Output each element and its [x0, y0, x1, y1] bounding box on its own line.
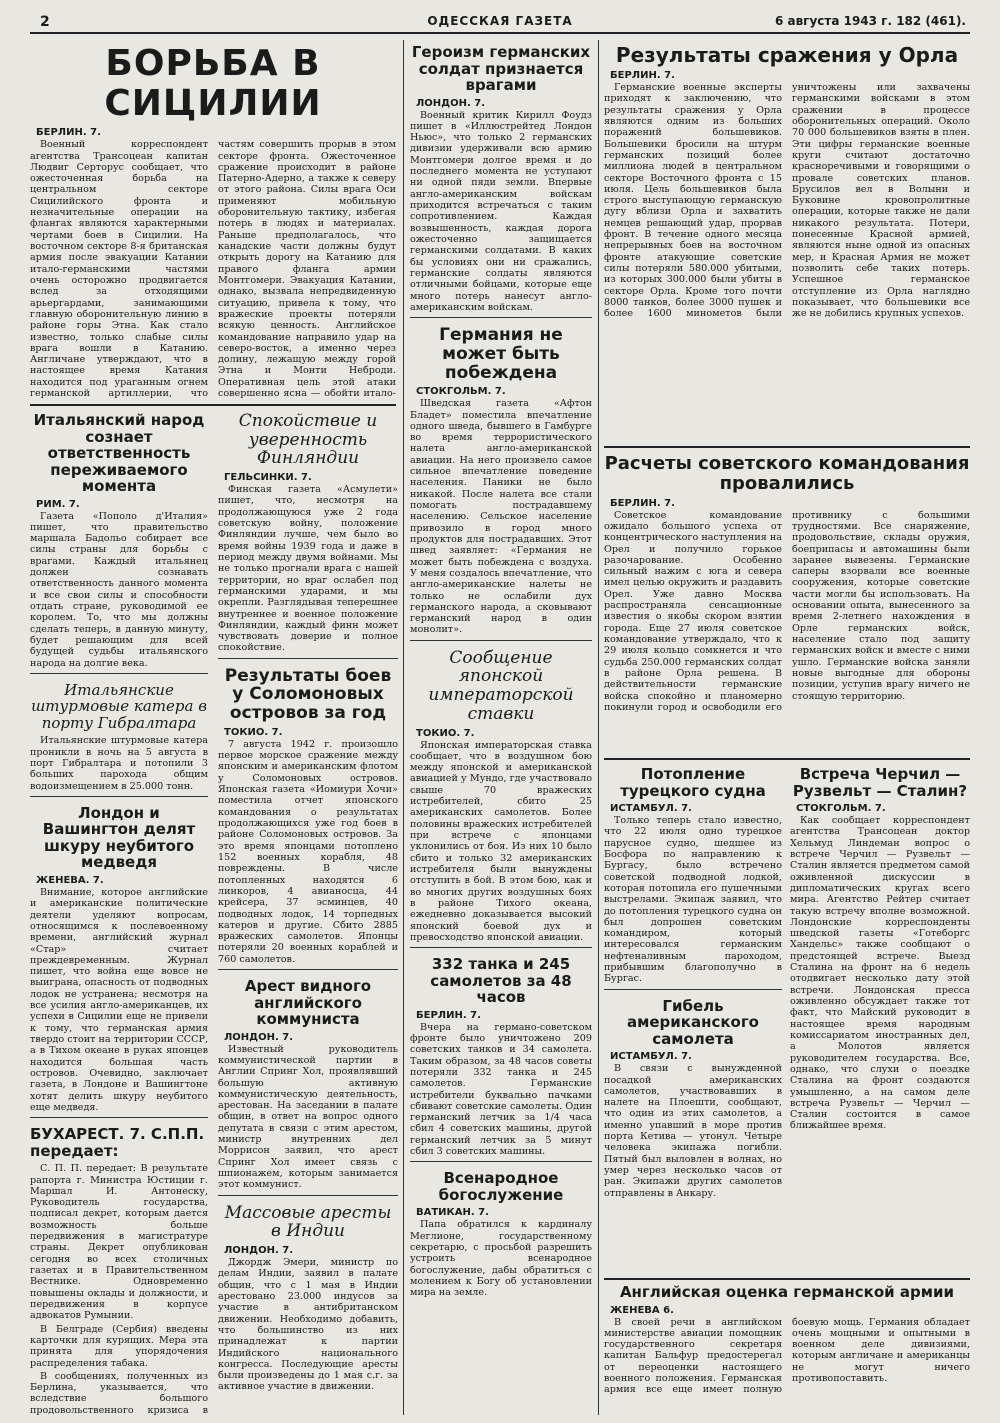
body-english-assessment: В своей речи в английском министерстве авиации помощник государственного секретаря капитан Бальфур предостерегал от переоценки настоящего военного положения. Германская армия все еще имеет полную боевую мощь. Германия обладает очень мощными и опытными в военном деле дивизиями, которым англичане и американцы не могут ничего противопоставить.	[604, 1316, 970, 1396]
section-rule	[604, 1278, 970, 1280]
headline-tanks: 332 танка и 245 самолетов за 48 часов	[430, 955, 572, 1007]
column-5	[790, 764, 970, 1274]
article-heroism	[410, 42, 592, 318]
column-4	[604, 764, 782, 1274]
article-italian-people	[30, 410, 208, 674]
body-italian-boats: Итальянские штурмовые катера проникли в ночь на 5 августа в порт Гибралтара и потопили 3 больших парохода общим водоизмещением в 25.000 тонн.	[30, 735, 208, 792]
article-soviet-plans	[604, 452, 970, 752]
article-communist	[218, 976, 398, 1196]
body-solomon: 7 августа 1942 г. произошло первое морское сражение между японским и американским флотом у Соломоновых островов. Японская газета «Иомиури Хочи» поместила отчет японского командования о результатах продолжающихся уже год боев в районе Соломоновых островов. За это время японцами потоплено 152 военных корабля, 48 повреждены. В числе потопленных находятся 6 линкоров, 4 авианосца, 44 крейсера, 37 эсминцев, 40 подводных лодок, 14 торпедных катеров и другие. Сбито 2885 вражеских самолетов. Японцы потеряли 20 военных кораблей и 760 самолетов.	[218, 738, 398, 965]
article-tanks	[410, 954, 592, 1162]
article-india	[218, 1202, 398, 1397]
headline-heroism: Героизм германских солдат признается врагами	[411, 43, 591, 94]
dateline-japanese-hq: ТОКИО. 7.	[416, 727, 475, 739]
dateline-english-assessment: ЖЕНЕВА 6.	[610, 1304, 674, 1316]
headline-italian-people: Итальянский народ сознает ответственность переживаемого момента	[33, 411, 205, 495]
body-prayer: Папа обратился к кардиналу Меглионе, государственному секретарю, с просьбой разрешить устроить всенародное богослужение, дабы обратиться с молением к Богу об установлении мира на земле.	[410, 1219, 592, 1299]
body-india: Джордж Эмери, министр по делам Индии, заявил в палате общин, что с 1 мая в Индии арестовано 23.000 индусов за участие в антибританском движении. Необходимо добавить, что большинство из них принадлежат к партии Индийского национального конгресса. Последующие аресты были произведены до 1 мая с.г. за активное участие в движении.	[218, 1257, 398, 1393]
body-churchill: Как сообщает корреспондент агентства Трансоцеан доктор Хельмуд Линдеман вопрос о встрече Черчил — Рузвельт — Сталин является предметом самой оживленной дискуссии в дипломатических кругах всего мира. Агентство Рейтер считает такую встречу вполне возможной. Лондонские корреспонденты шведской газеты «Готеборгс Хандельс» также сообщают о предстоящей встрече. Выезд Сталина на фронт на 6 недель отодвигает несколько дату этой встречи. Лондонская пресса оживленно обсуждает также тот факт, что Майский руководит в настоящее время народным комиссариатом иностранных дел, а Молотов является руководителем государства. Все, однако, что слухи о поездке Сталина на фронт создаются умышленно, а на самом деле встреча Рузвельт — Черчил — Сталин состоится в самое ближайшее время.	[790, 815, 970, 1132]
body-heroism: Военный критик Кирилл Фоудз пишет в «Иллюстрейтед Лондон Ньюс», что только 2 германских дивизии удерживали всю армию Монтгомери долгое время и до последнего момента не уступают ни одной пяди земли. Впервые англо-американским войскам приходится встречаться с таким сопротивлением. Каждая возвышенность, каждая дорога ожесточенно защищается германскими солдатами. В каких бы условиях они ни сражались, германские солдаты являются отличными бойцами, которые еще много потерь нанесут англо-американским войскам.	[410, 109, 592, 313]
column-rule	[403, 40, 404, 1415]
masthead	[30, 10, 970, 34]
article-japanese-hq	[410, 647, 592, 948]
body-plane: В связи с вынужденной посадкой американских самолетов, участвовавших в налете на Плоешти, сообщают, что один из этих самолетов, а именно упавший в море против порта Кетива — утонул. Четыре человека экипажа погибли. Пятый был выловлен в волнах, но умер через несколько часов от ран. Экипажи других самолетов отправлены в Анкару.	[604, 1063, 782, 1199]
body-tanks: Вчера на германо-советском фронте было уничтожено 209 советских танков и 34 самолета. Таким образом, за 48 часов советы потеряли 332 танка и 245 самолетов. Германские истребители буквально пачками сбивают советские самолеты. Один германский летчик за 1/4 часа сбил 4 советских машины, другой германский летчик за 5 минут сбил 3 советских машины.	[410, 1021, 592, 1158]
dateline-plane: ИСТАМБУЛ. 7.	[610, 1051, 692, 1063]
article-germany-invincible	[410, 324, 592, 641]
article-italian-boats	[30, 680, 208, 797]
body-italian-people: Газета «Пополо д'Италия» пишет, что правительство маршала Бадольо собирает все силы страны для борьбы с врагами. Каждый итальянец должен сознавать ответственность данного момента и все свои силы и способности отдать стране, руководимой ее королем. То, что мы должны сделать теперь, в данную минуту, будет решающим для всей будущей судьбы итальянского народа на долгие века.	[30, 510, 208, 669]
dateline-italian-people: РИМ. 7.	[36, 498, 80, 510]
dateline-germany-invincible: СТОКГОЛЬМ. 7.	[416, 386, 506, 398]
dateline-finland: ГЕЛЬСИНКИ. 7.	[224, 472, 312, 484]
headline-finland: Спокойствие и уверенность Финляндии	[238, 411, 378, 469]
article-solomon	[218, 665, 398, 970]
dateline-heroism: ЛОНДОН. 7.	[416, 97, 485, 109]
headline-english-assessment: Английская оценка германской армии	[619, 1283, 955, 1301]
headline-solomon: Результаты боев у Соломоновых островов за год	[224, 665, 392, 724]
article-london-washington	[30, 803, 208, 1118]
headline-orel: Результаты сражения у Орла	[615, 43, 959, 67]
article-english-assessment	[604, 1282, 970, 1415]
dateline-orel: БЕРЛИН. 7.	[610, 70, 675, 81]
body-bucharest-1: С. П. П. передает: В результате рапорта г. Министра Юстиции г. Маршал И. Антонеску, Руководитель государства, подписал декрет, которым дается возможность больше передвижения в магистратуре страны. Декрет опубликован сегодня во всех столичных газетах и в Правительственном Вестнике. Одновременно повышены оклады и должности, и передвижения в корпусе адвокатов Румынии.	[30, 1163, 208, 1322]
page-number: 2	[40, 14, 50, 30]
article-bucharest	[30, 1124, 208, 1415]
article-prayer	[410, 1168, 592, 1302]
dateline-turkish-ship: ИСТАМБУЛ. 7.	[610, 803, 692, 814]
issue-date: 6 августа 1943 г. 182 (461).	[774, 14, 966, 28]
headline-plane: Гибель американского самолета	[627, 996, 759, 1048]
headline-italian-boats: Итальянские штурмовые катера в порту Гибралтара	[31, 680, 207, 732]
body-communist: Известный руководитель коммунистической партии в Англии Спринг Хол, проявлявший большую активную коммунистическую деятельность, арестован. На заседании в палате общин, в ответ на вопрос одного депутата в связи с этим арестом, министр внутренних дел Моррисон заявил, что арест Спринг Хол имеет связь с шпионажем, которым занимается этот коммунист.	[218, 1043, 398, 1191]
body-bucharest-3: В сообщениях, полученных из Берлина, указывается, что вследствие большого продовольственного кризиса в	[30, 1370, 208, 1415]
headline-japanese-hq: Сообщение японской императорской ставки	[428, 647, 574, 724]
body-london-washington: Внимание, которое английские и американские политические деятели уделяют вопросам, относящимся к послевоенному времени, английский журнал «Стар» считает преждевременным. Журнал пишет, что война еще вовсе не выиграна, опасность от подводных лодок не устранена; несмотря на все усилия англо-американцев, их успехи в Сицилии еще не привели к тому, что германская армия твердо стоит на территории СССР, а в Тихом океане в руках японцев находится большая часть островов. Очевидно, заключает газета, в Лондоне и Вашингтоне хотят делить шкуру неубитого еще медведя.	[30, 886, 208, 1113]
article-plane	[604, 996, 782, 1203]
article-finland	[218, 410, 398, 659]
column-rule	[598, 40, 599, 1415]
column-2	[218, 410, 398, 1415]
dateline-prayer: ВАТИКАН. 7.	[416, 1207, 489, 1219]
dateline-communist: ЛОНДОН. 7.	[224, 1031, 293, 1043]
newspaper-title: ОДЕССКАЯ ГАЗЕТА	[427, 14, 573, 28]
headline-germany-invincible: Германия не может быть побеждена	[439, 325, 563, 383]
body-bucharest-2: В Белграде (Сербия) введены карточки для курящих. Мера эта принята для упорядочения распределения табака.	[30, 1323, 208, 1369]
dateline-sicily: БЕРЛИН. 7.	[36, 127, 101, 139]
dateline-solomon: ТОКИО. 7.	[224, 726, 283, 738]
dateline-india: ЛОНДОН. 7.	[224, 1245, 293, 1256]
article-turkish-ship	[604, 764, 782, 990]
column-3	[410, 42, 592, 1415]
dateline-churchill: СТОКГОЛЬМ. 7.	[796, 803, 886, 814]
article-orel	[604, 42, 970, 442]
body-finland: Финская газета «Асмулети» пишет, что, несмотря на продолжающуюся уже 2 года советскую войну, положение Финляндии лучше, чем было во время войны 1939 года и даже в период между двумя войнами. Мы не только прогнали врага с нашей территории, но враг ослабел под германскими ударами, и мы окрепли. Разглядывая теперешнее внутреннее и военное положение Финляндии, каждый финн может чувствовать доверие и полное спокойствие.	[218, 484, 398, 654]
article-churchill	[790, 764, 970, 1136]
dateline-tanks: БЕРЛИН. 7.	[416, 1009, 481, 1021]
body-soviet-plans: Советское командование ожидало большого успеха от концентрического наступления на Орел и получило горькое разочарование. Особенно сильный нажим с юга и севера имел целью окружить и раздавить Орел. Уже давно Москва распространяла сенсационные известия о якобы скором взятии города. Еще 27 июля советское командование утверждало, что к 29 июля кольцо сомкнется и что судьба 250.000 германских солдат в районе Орла решена. В действительности германские войска спокойно и планомерно покинули город и освободили его противнику с большими трудностями. Все снаряжение, продовольствие, склады оружия, боеприпасы и автомашины были заранее вывезены. Германские саперы взорвали все военные сооружения, которые советские части могли бы использовать. На основании опыта, вынесенного за время 2-летнего нахождения в Орле германских войск, население стало под защиту германских войск и вместе с ними ушло. Германские войска заняли новые выгодные для обороны позиции, уступив врагу ничего не стоящую территорию.	[604, 509, 970, 713]
column-1	[30, 410, 208, 1415]
headline-india: Массовые аресты в Индии	[224, 1202, 392, 1242]
section-rule	[604, 446, 970, 448]
headline-churchill: Встреча Черчил — Рузвельт — Сталин?	[792, 765, 968, 800]
body-orel: Германские военные эксперты приходят к заключению, что результаты сражения у Орла являются одним из больших поражений большевиков. Большевики бросили на штурм германских позиций более миллиона людей в центральном секторе Восточного фронта с 15 июля. Цель большевиков была строго выступающую германскую дугу вблизи Орла и захватить немцев решающий удар, прорвав фронт. В течение одного месяца непрерывных боев на восточном фронте атакующие советские силы потеряли 580.000 убитыми, из которых 300.000 были убиты в секторе Орла. Кроме того почти 8000 танков, более 3000 пушек и более 1600 минометов были уничтожены или захвачены германскими войсками в этом сражении в процессе оборонительных операций. Около 70 000 большевиков взяты в плен. Эти цифры германские военные круги считают достаточно красноречивыми и говорящими о провале советских планов. Брусилов вел в Волыни и Буковине кровопролитные операции, которые также не дали никакого результата. Потери, понесенные Красной армией, являются ныне одной из опасных мер, и Красная Армия не может позволить себе таких потерь. Успешное германское отступление из Орла наглядно показывает, что большевики все же не добились крупных успехов.	[604, 82, 970, 320]
headline-prayer: Всенародное богослужение	[438, 1169, 564, 1204]
body-germany-invincible: Шведская газета «Афтон Бладет» поместила впечатление одного шведа, бывшего в Гамбурге во время террористического налета англо-американской авиации. На него произвело самое сильное впечатление поведение населения. Паники не было никакой. После налета все стали помогать пострадавшему населению. Сельское население привозило в город много продуктов для пострадавших. Этот швед заявляет: «Германия не может быть побеждена с воздуха. У меня создалось впечатление, что англо-американские налеты не только не ослабили дух германского народа, а сковывают германский народ в один монолит».	[410, 398, 592, 636]
dateline-london-washington: ЖЕНЕВА. 7.	[36, 874, 104, 886]
body-sicily: Военный корреспондент агентства Трансоцеан капитан Людвиг Серторус сообщает, что ожесточенная борьба на центральном секторе Сицилийского фронта и незначительные операции на флангах являются характерными чертами боев в Сицилии. На восточном секторе 8-я британская армия после эвакуации Катании итало-германскими частями очень осторожно продвигается вслед за отходящими арьергардами, занимающими главную оборонительную линию в районе горы Этна. Как стало известно, только слабые силы врага вошли в Катанию. Англичане утверждают, что в настоящее время Катания находится под ураганным огнем германской артиллерии, что частям совершить прорыв в этом секторе фронта. Ожесточенное сражение происходит в районе Патерно-Адерно, а также к северу от этого района. Силы врага Оси применяют мобильную оборонительную тактику, избегая потерь в людях и материалах. Раньше предполагалось, что канадские части должны будут открыть дорогу на Катанию для правого фланга армии Монтгомери. Эвакуация Катании, однако, вызвала непредвиденную ситуацию, привела к тому, что вражеские проекты потеряли всякую ценность. Английское командование направило удар на северо-восток, а именно через долину, лежащую между горой Этна и Монти Неброди. Оперативная цель этой атаки совершенно ясна — обойти итало-	[30, 139, 396, 400]
headline-london-washington: Лондон и Вашингтон делят шкуру неубитого медведя	[42, 803, 196, 872]
body-japanese-hq: Японская императорская ставка сообщает, что в воздушном бою между японской и американской авиацией у Мундо, где участвовало свыше 70 вражеских истребителей, сбито 25 американских самолетов. Более половины вражеских истребителей при встрече с японцами уклонились от боя. Из них 10 было сбито и только 32 американских истребителя были вынуждены отступить в бой. В этом бою, как и во многих других воздушных боях в районе Тихого океана, ежедневно доказывается высокий японский боевой дух и превосходство японской авиации.	[410, 739, 592, 943]
headline-communist: Арест видного английского коммуниста	[244, 977, 372, 1029]
headline-turkish-ship: Потопление турецкого судна	[620, 765, 766, 800]
dateline-soviet-plans: БЕРЛИН. 7.	[610, 497, 675, 509]
article-sicily	[30, 42, 396, 400]
headline-soviet-plans: Расчеты советского командования провалились	[604, 453, 970, 494]
section-rule	[604, 758, 970, 760]
section-rule	[30, 404, 396, 406]
headline-sicily: БОРЬБА В СИЦИЛИИ	[104, 43, 322, 124]
body-turkish-ship: Только теперь стало известно, что 22 июля одно турецкое парусное судно, шедшее из Босфора по направлению к Бургасу, было встречено советской подводной лодкой, которая потопила его пушечными выстрелами. Экипаж заявил, что до потопления турецкого судна он был допрошен советским командиром, который интересовался германским нефтеналивным пароходом, прибывшим благополучно в Бургас.	[604, 815, 782, 985]
headline-bucharest: БУХАРЕСТ. 7. С.П.П. передает:	[30, 1125, 205, 1160]
